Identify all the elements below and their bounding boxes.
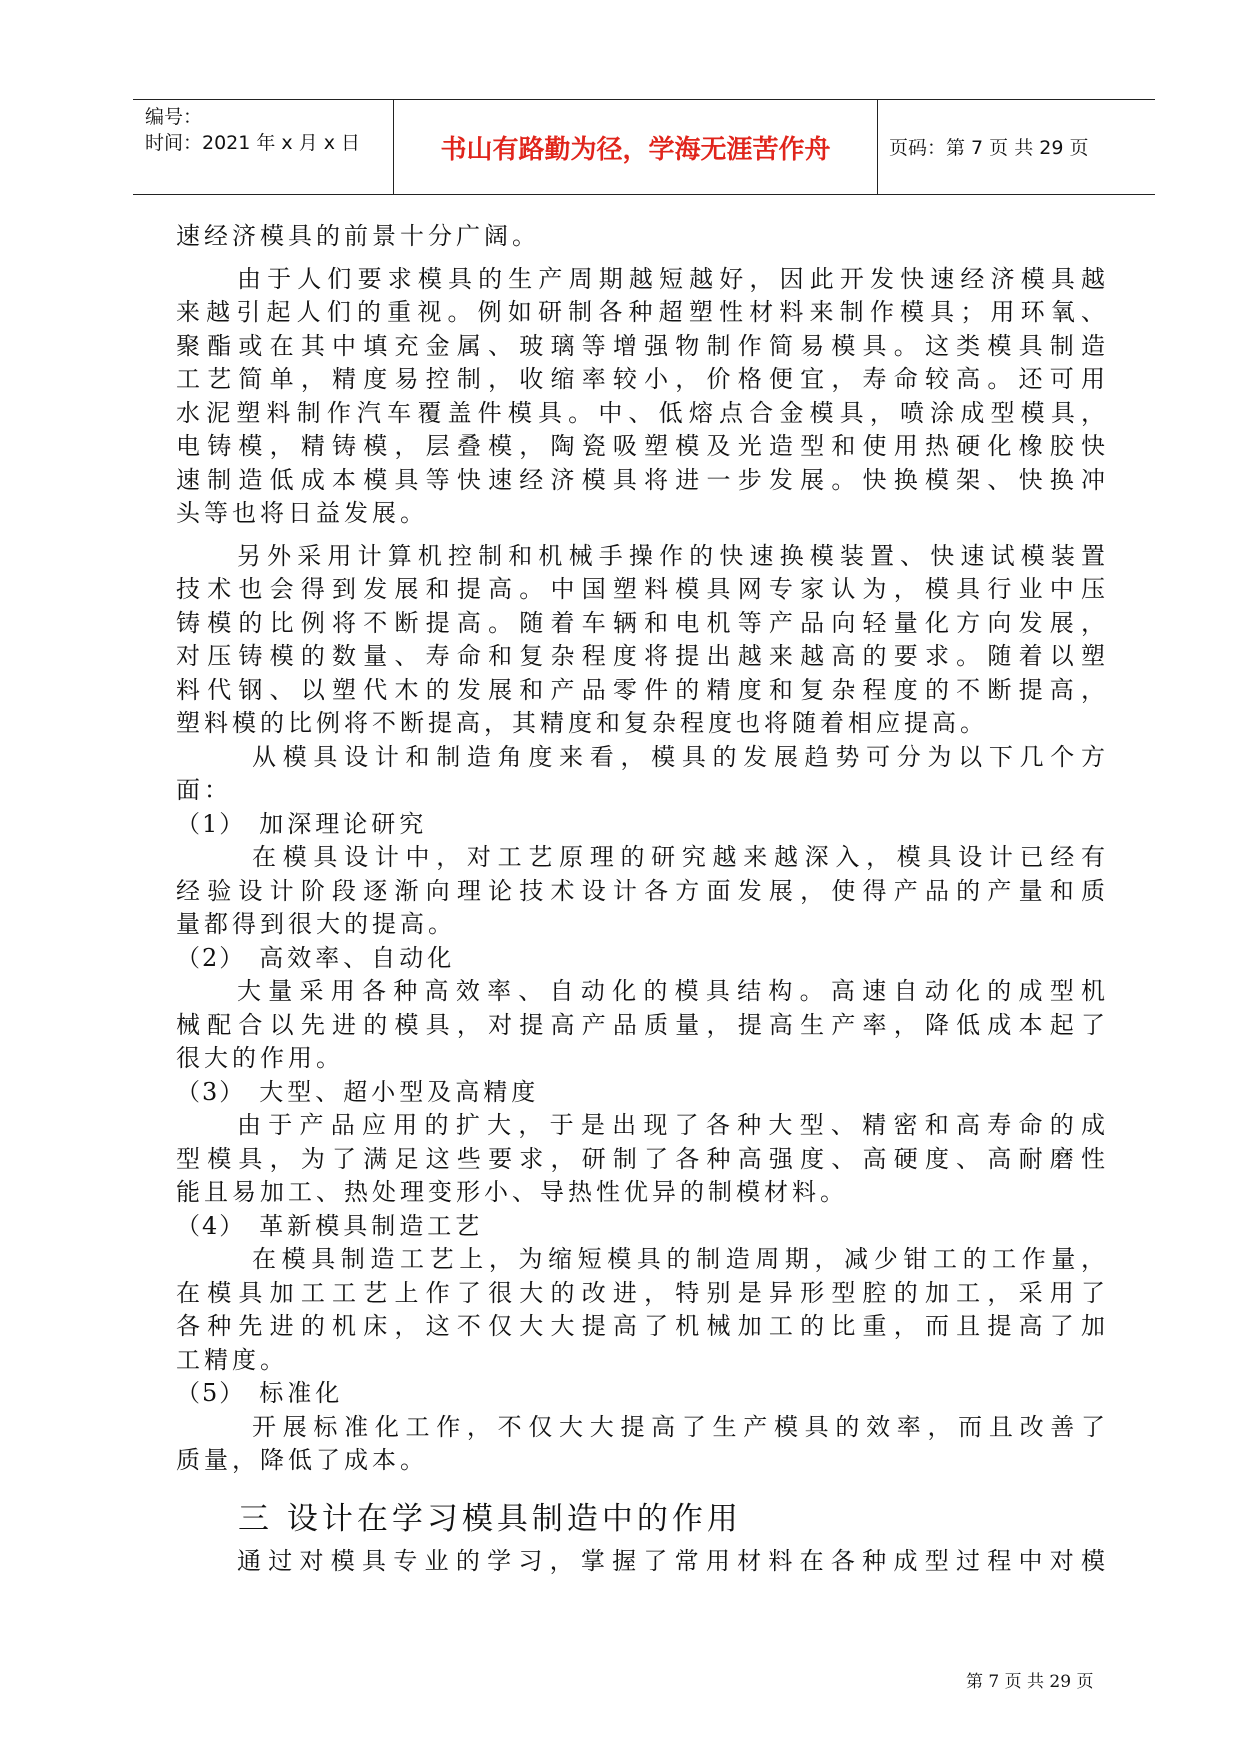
body-line: 来越引起人们的重视。例如研制各种超塑性材料来制作模具；用环氧、 xyxy=(176,298,1106,326)
body-line: 工艺简单，精度易控制，收缩率较小，价格便宜，寿命较高。还可用 xyxy=(176,365,1106,393)
body-line: 从模具设计和制造角度来看，模具的发展趋势可分为以下几个方 xyxy=(252,742,1106,771)
body-line: 料代钢、以塑代木的发展和产品零件的精度和复杂程度的不断提高， xyxy=(176,675,1106,704)
number-label: 编号： xyxy=(145,106,203,128)
list-item-heading xyxy=(176,942,1106,976)
body-line: 聚酯或在其中填充金属、玻璃等增强物制作简易模具。这类模具制造 xyxy=(176,331,1106,360)
header-divider xyxy=(877,100,878,194)
body-line: 水泥塑料制作汽车覆盖件模具。中、低熔点合金模具，喷涂成型模具， xyxy=(176,398,1106,427)
body-line: 各种先进的机床，这不仅大大提高了机械加工的比重，而且提高了加 xyxy=(176,1312,1106,1340)
body-line: 量都得到很大的提高。 xyxy=(176,910,456,938)
list-item-title: 大型、超小型及高精度 xyxy=(259,1077,540,1106)
list-item-heading xyxy=(176,1377,1106,1411)
body-line: 工精度。 xyxy=(176,1345,288,1374)
body-line: 在模具加工工艺上作了很大的改进，特别是异形型腔的加工，采用了 xyxy=(176,1278,1106,1307)
body-line: 在模具制造工艺上，为缩短模具的制造周期，减少钳工的工作量， xyxy=(252,1245,1106,1273)
body-line: 开展标准化工作，不仅大大提高了生产模具的效率，而且改善了 xyxy=(252,1412,1106,1441)
body-line: 速经济模具的前景十分广阔。 xyxy=(176,222,540,250)
body-line: 头等也将日益发展。 xyxy=(176,499,428,527)
body-line: 型模具，为了满足这些要求，研制了各种高强度、高硬度、高耐磨性 xyxy=(176,1144,1106,1173)
list-item-number: （4） xyxy=(176,1211,246,1240)
body-line: 械配合以先进的模具，对提高产品质量，提高生产率，降低成本起了 xyxy=(176,1010,1106,1039)
body-line: 大量采用各种高效率、自动化的模具结构。高速自动化的成型机 xyxy=(237,977,1106,1005)
list-item-heading xyxy=(176,1210,1106,1244)
section-heading: 三 设计在学习模具制造中的作用 xyxy=(238,1501,742,1537)
body-line: 技术也会得到发展和提高。中国塑料模具网专家认为，模具行业中压 xyxy=(176,575,1106,603)
body-line: 由于人们要求模具的生产周期越短越好，因此开发快速经济模具越 xyxy=(237,264,1106,293)
list-item-heading xyxy=(176,1076,1106,1110)
body-line: 速制造低成本模具等快速经济模具将进一步发展。快换模架、快换冲 xyxy=(176,465,1106,494)
list-item-title: 革新模具制造工艺 xyxy=(259,1211,484,1240)
body-line: 通过对模具专业的学习，掌握了常用材料在各种成型过程中对模 xyxy=(237,1547,1106,1575)
body-line: 经验设计阶段逐渐向理论技术设计各方面发展，使得产品的产量和质 xyxy=(176,876,1106,905)
body-line: 铸模的比例将不断提高。随着车辆和电机等产品向轻量化方向发展， xyxy=(176,608,1106,637)
body-line: 质量，降低了成本。 xyxy=(176,1446,428,1474)
header-motto: 书山有路勤为径，学海无涯苦作舟 xyxy=(440,134,831,165)
body-line: 塑料模的比例将不断提高，其精度和复杂程度也将随着相应提高。 xyxy=(176,709,988,737)
body-line: 另外采用计算机控制和机械手操作的快速换模装置、快速试模装置 xyxy=(237,541,1106,570)
page-footer: 第 7 页 共 29 页 xyxy=(966,1672,1094,1692)
body-line: 面： xyxy=(176,776,232,804)
document-body xyxy=(176,220,1106,1478)
body-line: 由于产品应用的扩大，于是出现了各种大型、精密和高寿命的成 xyxy=(237,1111,1106,1139)
body-line: 对压铸模的数量、寿命和复杂程度将提出越来越高的要求。随着以塑 xyxy=(176,642,1106,670)
time-label: 时间：2021 年 x 月 x 日 xyxy=(145,132,361,154)
list-item-number: （5） xyxy=(176,1379,246,1407)
list-item-heading xyxy=(176,808,1106,842)
document-header xyxy=(133,99,1155,195)
list-item-title: 加深理论研究 xyxy=(259,809,428,838)
list-item-title: 高效率、自动化 xyxy=(259,943,456,972)
list-item-number: （3） xyxy=(176,1077,246,1106)
header-page-info: 页码：第 7 页 共 29 页 xyxy=(889,137,1089,159)
body-line: 电铸模，精铸模，层叠模，陶瓷吸塑模及光造型和使用热硬化橡胶快 xyxy=(176,432,1106,460)
list-item-title: 标准化 xyxy=(259,1379,344,1407)
list-item-number: （2） xyxy=(176,943,246,972)
body-line: 在模具设计中，对工艺原理的研究越来越深入，模具设计已经有 xyxy=(252,843,1106,871)
list-item-number: （1） xyxy=(176,809,246,838)
body-line: 能且易加工、热处理变形小、导热性优异的制模材料。 xyxy=(176,1178,848,1206)
header-meta xyxy=(145,104,395,156)
section-body xyxy=(237,1545,1106,1579)
body-line: 很大的作用。 xyxy=(176,1044,344,1072)
